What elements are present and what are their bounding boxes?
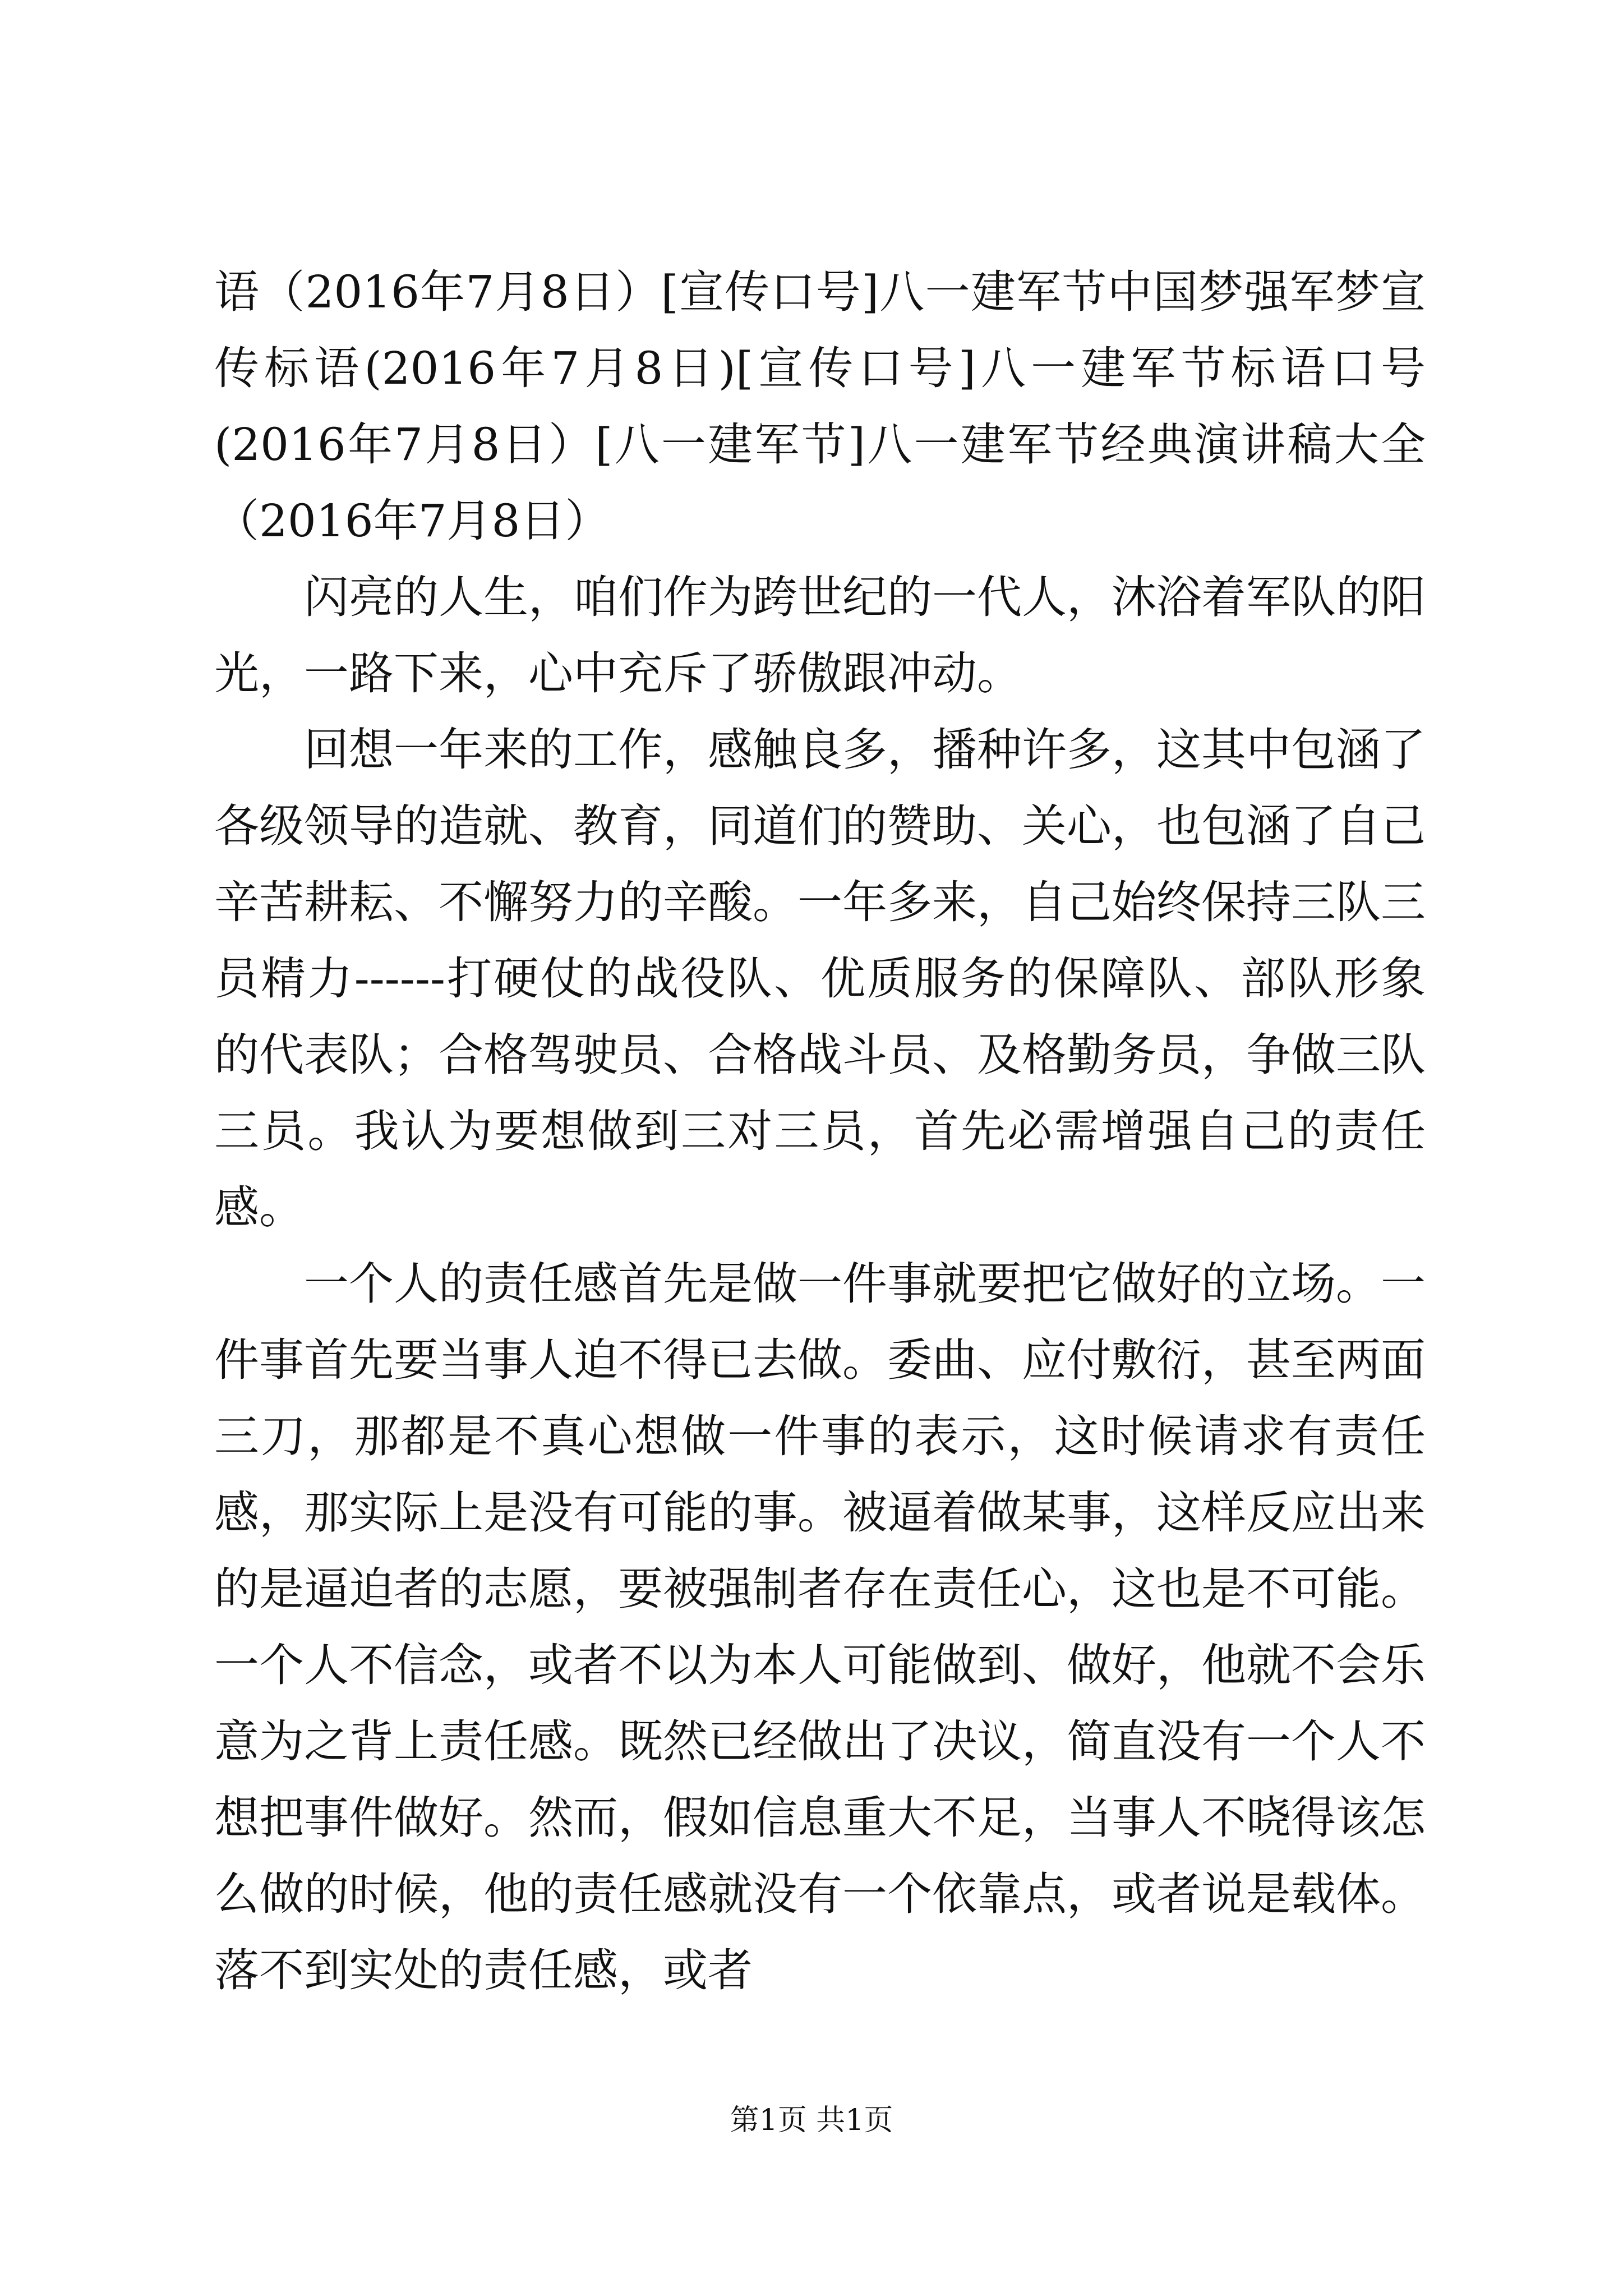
document-body xyxy=(214,254,1426,2009)
paragraph-responsibility: 一个人的责任感首先是做一件事就要把它做好的立场。一件事首先要当事人迫不得已去做。委曲、应付敷衍，甚至两面三刀，那都是不真心想做一件事的表示，这时候请求有责任感，那实际上是没有可能的事。被逼着做某事，这样反应出来的是逼迫者的志愿，要被强制者存在责任心，这也是不可能。一个人不信念，或者不以为本人可能做到、做好，他就不会乐意为之背上责任感。既然已经做出了决议，简直没有一个人不想把事件做好。然而，假如信息重大不足，当事人不晓得该怎么做的时候，他的责任感就没有一个依靠点，或者说是载体。落不到实处的责任感，或者 xyxy=(214,1258,1426,1996)
paragraph-review: 回想一年来的工作，感触良多，播种许多，这其中包涵了各级领导的造就、教育，同道们的赞助、关心，也包涵了自己辛苦耕耘、不懈努力的辛酸。一年多来，自己始终保持三队三员精力------打硬仗的战役队、优质服务的保障队、部队形象的代表队；合格驾驶员、合格战斗员、及格勤务员，争做三队三员。我认为要想做到三对三员，首先必需增强自己的责任感。 xyxy=(214,724,1426,1234)
paragraph-title-list: 语（2016年7月8日）[宣传口号]八一建军节中国梦强军梦宣传标语(2016年7月8日)[宣传口号]八一建军节标语口号(2016年7月8日）[八一建军节]八一建军节经典演讲稿大全（2016年7月8日） xyxy=(214,266,1426,547)
page-footer: 第1页 共1页 xyxy=(730,2104,893,2137)
paragraph-intro: 闪亮的人生，咱们作为跨世纪的一代人，沐浴着军队的阳光，一路下来，心中充斥了骄傲跟冲动。 xyxy=(214,571,1426,700)
